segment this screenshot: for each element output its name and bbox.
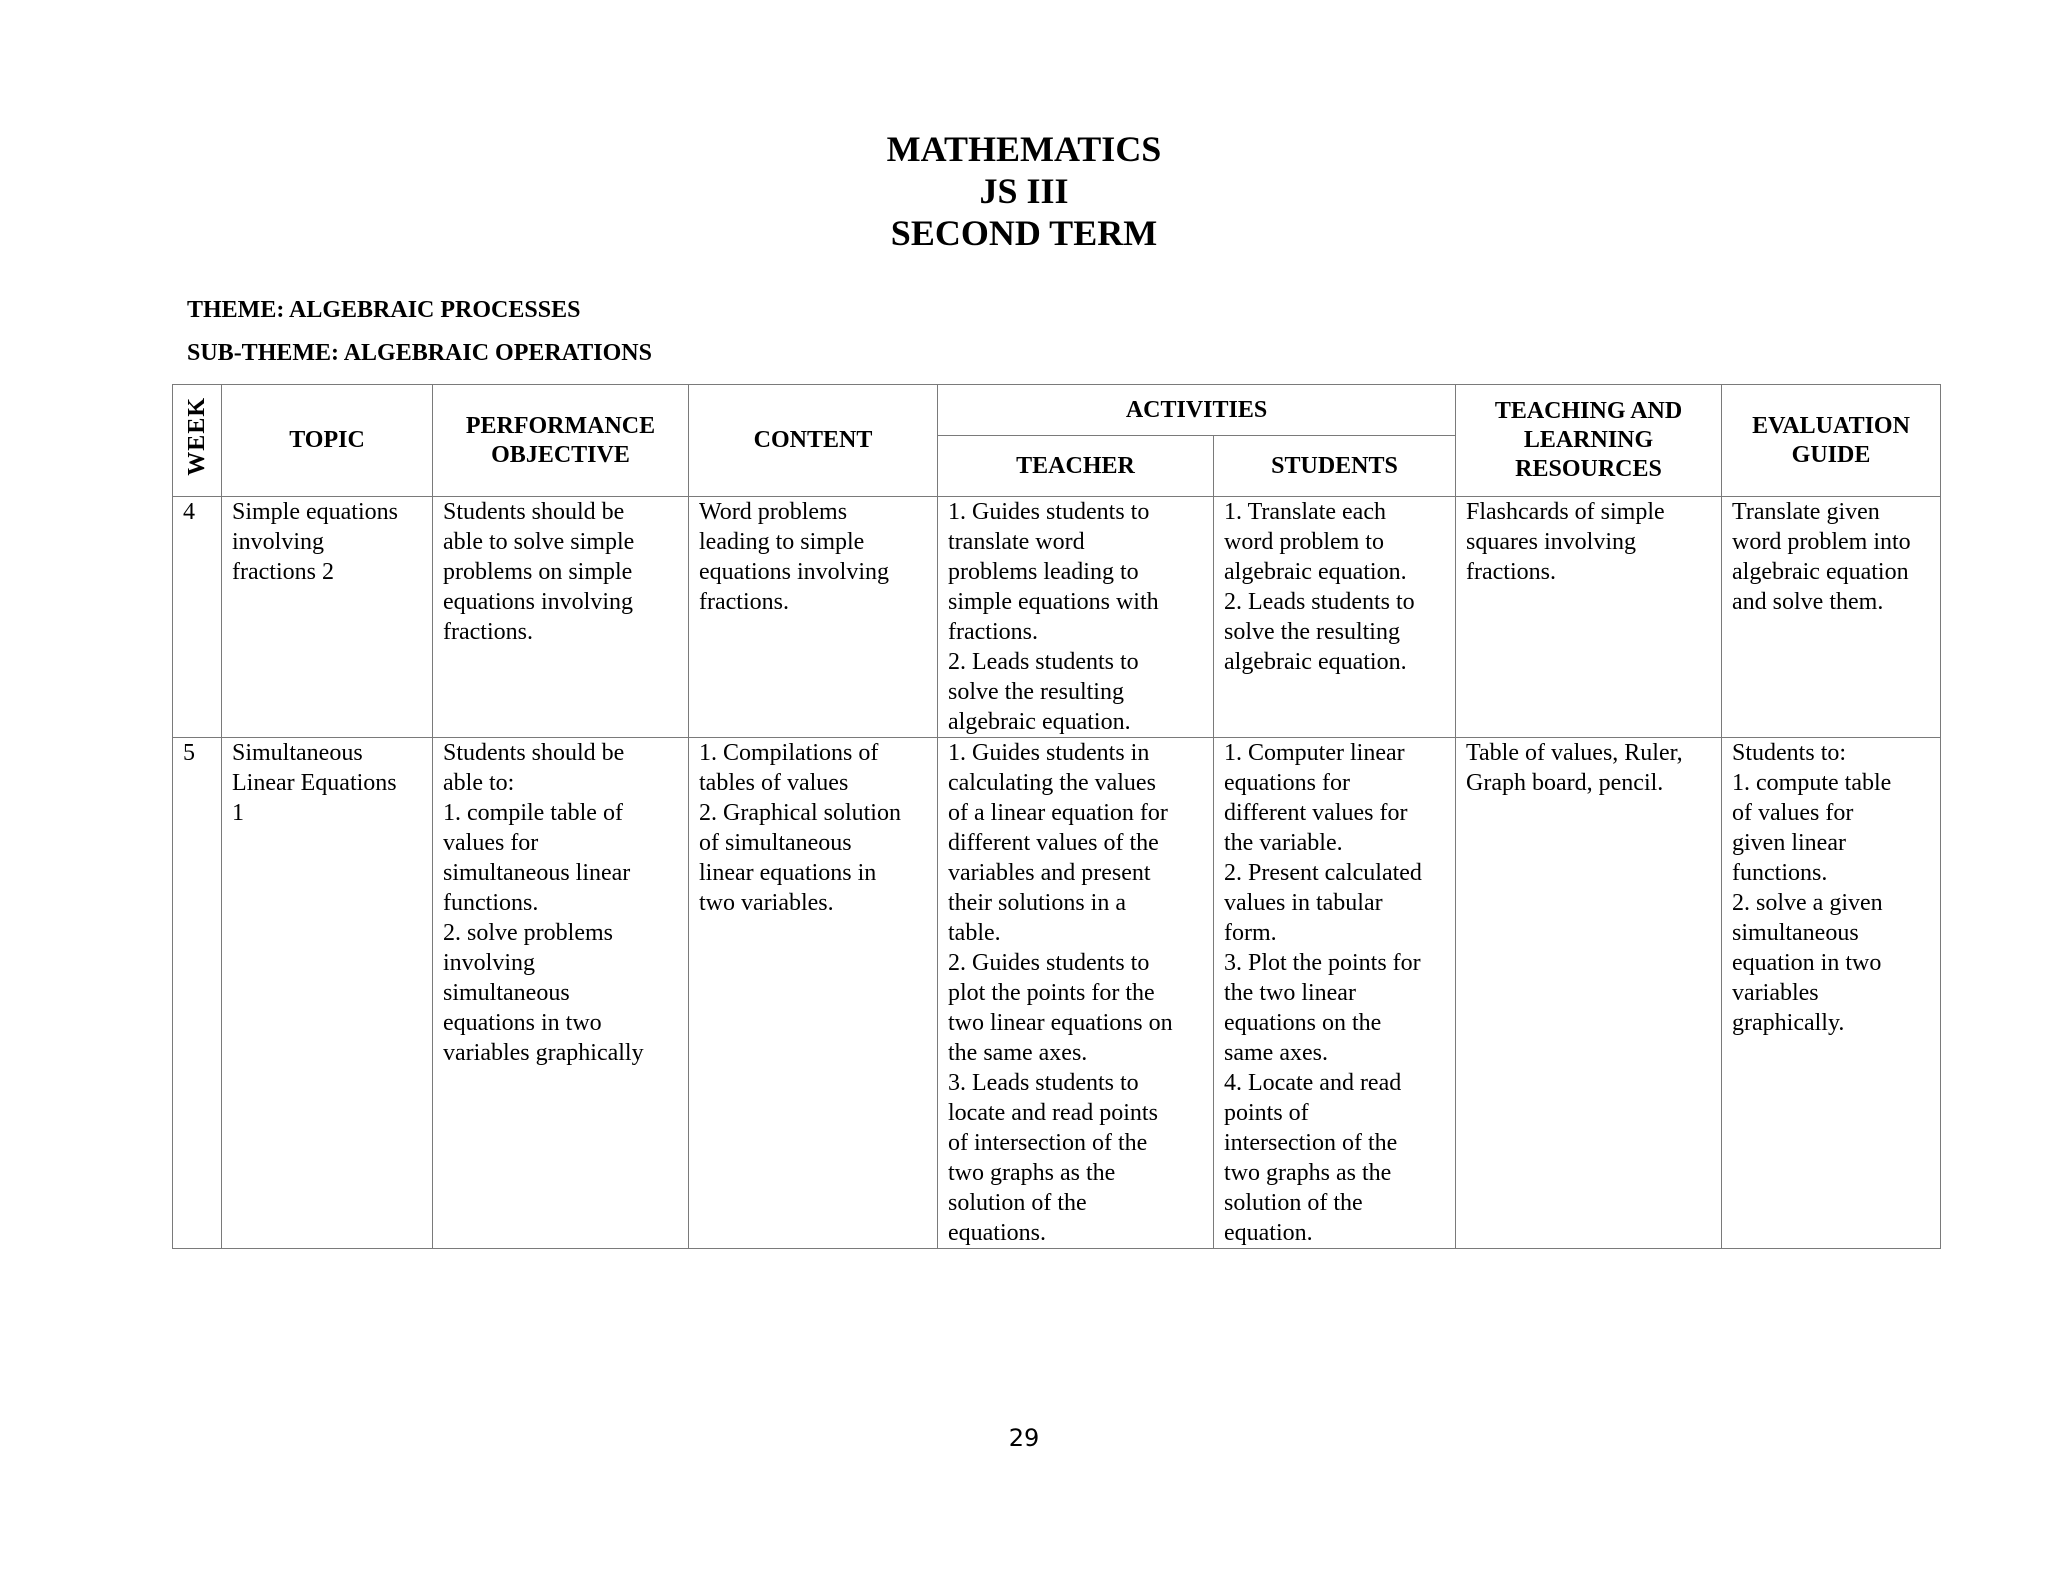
week-cell: 4	[173, 497, 222, 738]
evaluation-guide-header: EVALUATION GUIDE	[1722, 385, 1941, 497]
performance-objective-header: PERFORMANCE OBJECTIVE	[433, 385, 689, 497]
page-number: 29	[1008, 1424, 1040, 1452]
students-activity-cell: 1. Translate each word problem to algebraic equation. 2. Leads students to solve the resulting algebraic equation.	[1214, 497, 1456, 738]
week-cell: 5	[173, 738, 222, 1249]
students-header: STUDENTS	[1214, 436, 1456, 497]
resources-cell: Table of values, Ruler, Graph board, pencil.	[1456, 738, 1722, 1249]
resources-header: TEACHING AND LEARNING RESOURCES	[1456, 385, 1722, 497]
objective-cell: Students should be able to solve simple problems on simple equations involving fractions.	[433, 497, 689, 738]
teacher-activity-cell: 1. Guides students in calculating the values of a linear equation for different values of the variables and present their solutions in a table. 2. Guides students to plot the points for the two linear equations on the same axes. 3. Leads students to locate and read points of intersection of the two graphs as the solution of the equations.	[938, 738, 1214, 1249]
activities-header: ACTIVITIES	[938, 385, 1456, 436]
table-header-row	[173, 385, 1941, 436]
table-row	[173, 497, 1941, 738]
sub-theme-heading: SUB-THEME: ALGEBRAIC OPERATIONS	[187, 340, 652, 366]
students-activity-cell: 1. Computer linear equations for different values for the variable. 2. Present calculated values in tabular form. 3. Plot the points for the two linear equations on the same axes. 4. Locate and read points of intersection of the two graphs as the solution of the equation.	[1214, 738, 1456, 1249]
content-cell: 1. Compilations of tables of values 2. Graphical solution of simultaneous linear equations in two variables.	[689, 738, 938, 1249]
scheme-of-work-table	[172, 384, 1941, 1249]
teacher-header: TEACHER	[938, 436, 1214, 497]
content-cell: Word problems leading to simple equations involving fractions.	[689, 497, 938, 738]
evaluation-cell: Translate given word problem into algebraic equation and solve them.	[1722, 497, 1941, 738]
week-header-label: WEEK	[183, 397, 210, 476]
evaluation-cell: Students to: 1. compute table of values for given linear functions. 2. solve a given simultaneous equation in two variables graphically.	[1722, 738, 1941, 1249]
term-title: SECOND TERM	[890, 213, 1158, 253]
teacher-activity-cell: 1. Guides students to translate word problems leading to simple equations with fractions. 2. Leads students to solve the resulting algebraic equation.	[938, 497, 1214, 738]
document-title	[0, 128, 2048, 254]
resources-cell: Flashcards of simple squares involving fractions.	[1456, 497, 1722, 738]
objective-cell: Students should be able to: 1. compile table of values for simultaneous linear functions. 2. solve problems involving simultaneous equations in two variables graphically	[433, 738, 689, 1249]
table-row	[173, 738, 1941, 1249]
week-header	[173, 385, 222, 497]
topic-cell: Simple equations involving fractions 2	[222, 497, 433, 738]
theme-heading: THEME: ALGEBRAIC PROCESSES	[187, 297, 581, 323]
topic-header: TOPIC	[222, 385, 433, 497]
subject-title: MATHEMATICS	[886, 129, 1162, 169]
class-title: JS III	[979, 171, 1069, 211]
content-header: CONTENT	[689, 385, 938, 497]
topic-cell: Simultaneous Linear Equations 1	[222, 738, 433, 1249]
